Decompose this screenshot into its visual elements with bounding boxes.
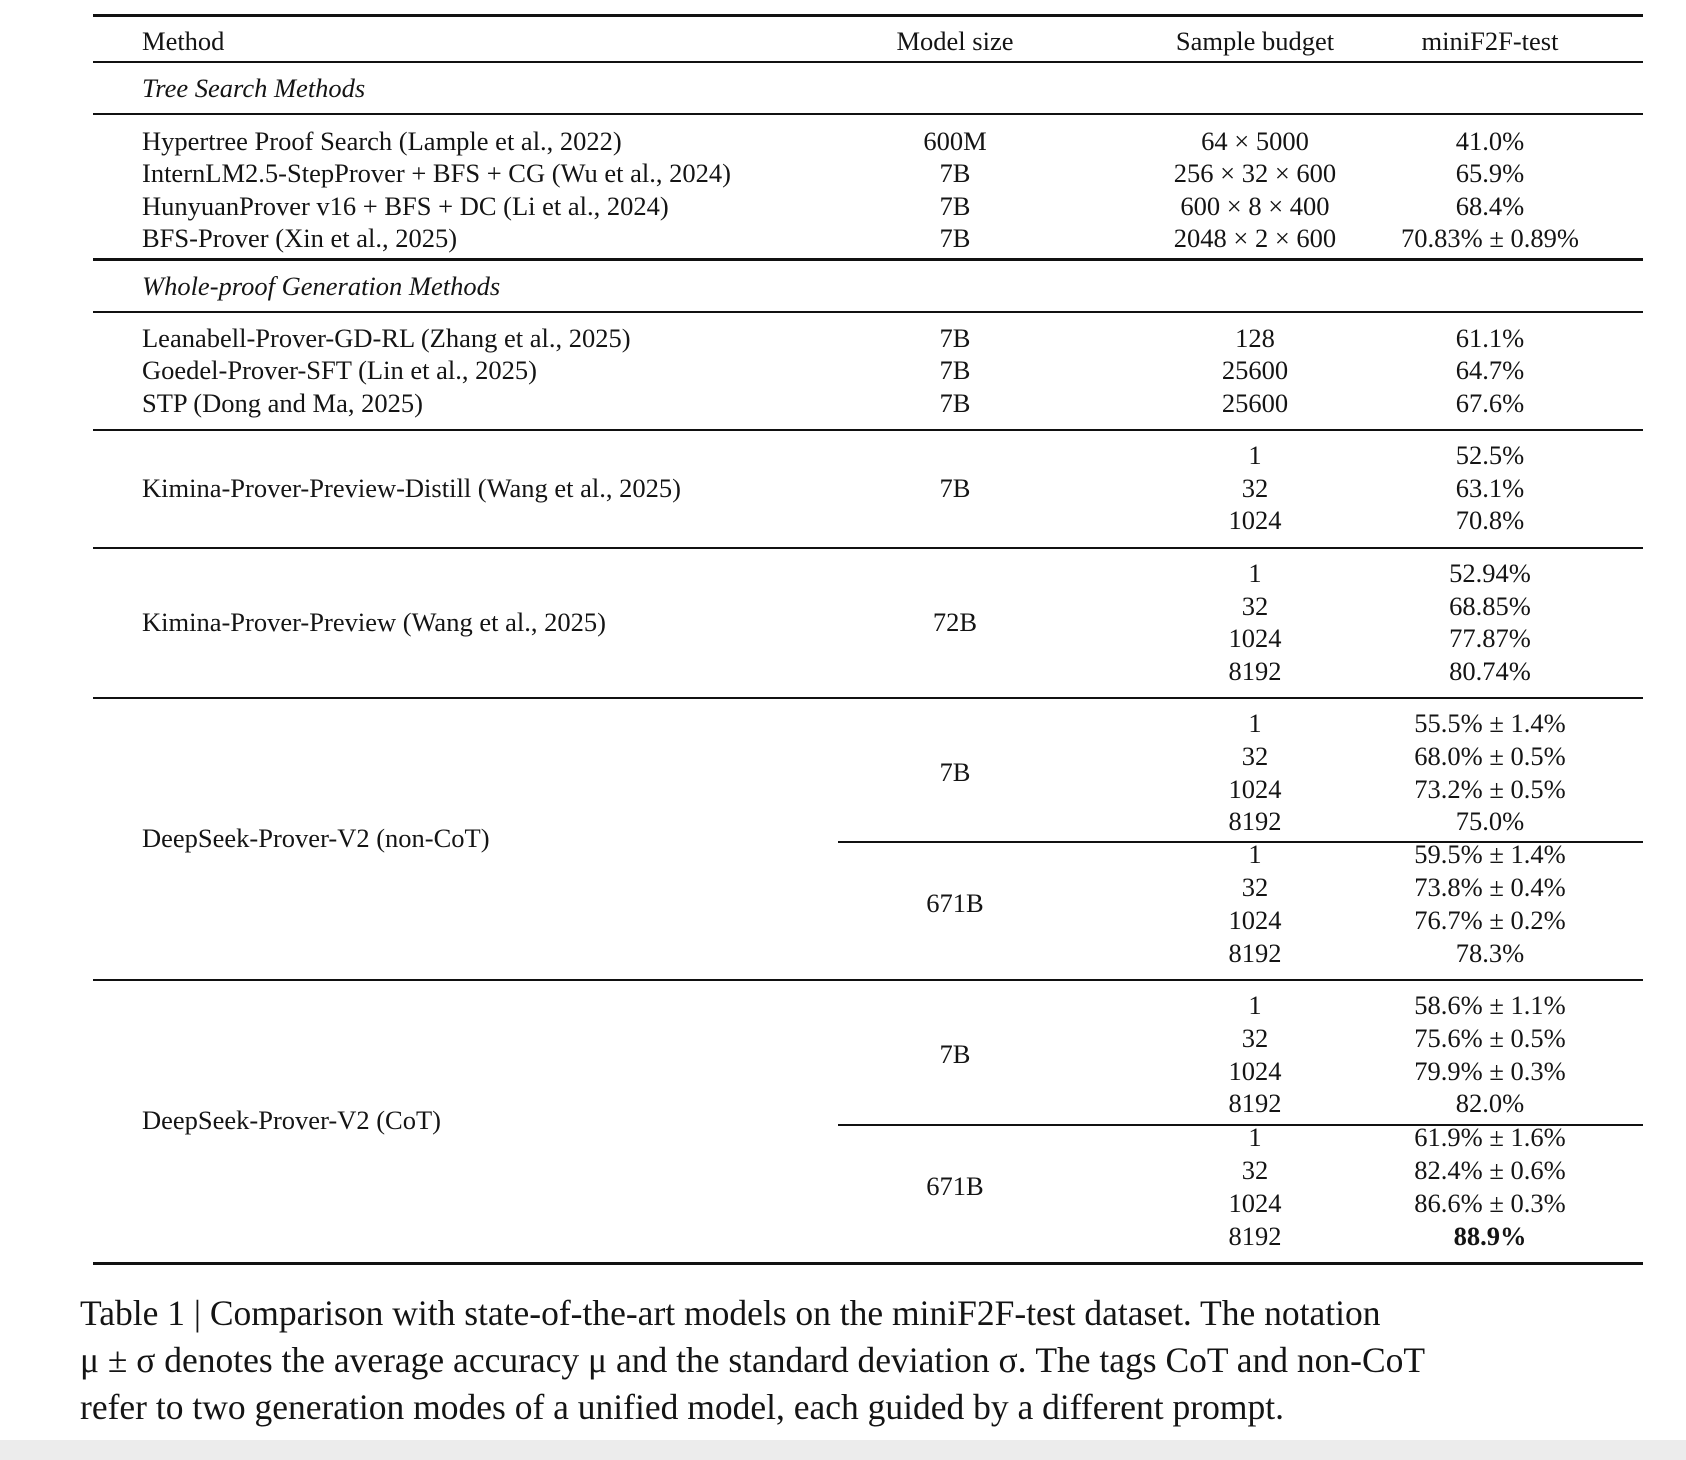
model-size: 7B bbox=[939, 473, 971, 503]
minif2f-score: 70.8% bbox=[1455, 505, 1525, 535]
page-bottom-band bbox=[0, 1440, 1686, 1460]
sample-budget: 32 bbox=[1241, 1155, 1269, 1185]
sample-budget: 25600 bbox=[1221, 355, 1289, 385]
minif2f-score: 61.1% bbox=[1455, 323, 1525, 353]
sample-budget: 8192 bbox=[1228, 656, 1282, 686]
model-size: 671B bbox=[926, 888, 984, 918]
table-top-rule bbox=[93, 14, 1643, 17]
sample-budget: 32 bbox=[1241, 591, 1269, 621]
minif2f-score: 79.9% ± 0.3% bbox=[1414, 1056, 1566, 1086]
sample-budget: 1 bbox=[1248, 558, 1262, 588]
minif2f-score: 73.8% ± 0.4% bbox=[1414, 872, 1566, 902]
method-name: BFS-Prover (Xin et al., 2025) bbox=[142, 223, 458, 253]
sample-budget: 1024 bbox=[1228, 774, 1282, 804]
minif2f-score: 68.4% bbox=[1455, 191, 1525, 221]
sample-budget: 1024 bbox=[1228, 623, 1282, 653]
section-title: Whole-proof Generation Methods bbox=[142, 271, 501, 301]
minif2f-score: 86.6% ± 0.3% bbox=[1414, 1188, 1566, 1218]
column-header-method: Method bbox=[142, 26, 225, 56]
sample-budget: 1 bbox=[1248, 839, 1262, 869]
section-divider-rule bbox=[93, 258, 1643, 261]
minif2f-score: 64.7% bbox=[1455, 355, 1525, 385]
minif2f-score: 59.5% ± 1.4% bbox=[1414, 839, 1566, 869]
sample-budget: 32 bbox=[1241, 473, 1269, 503]
sample-budget: 1024 bbox=[1228, 1056, 1282, 1086]
minif2f-score: 41.0% bbox=[1455, 126, 1525, 156]
model-size: 7B bbox=[939, 191, 971, 221]
minif2f-score: 76.7% ± 0.2% bbox=[1414, 905, 1566, 935]
model-size: 7B bbox=[939, 1039, 971, 1069]
sample-budget: 25600 bbox=[1221, 388, 1289, 418]
minif2f-score: 52.94% bbox=[1449, 558, 1531, 588]
sample-budget: 1 bbox=[1248, 440, 1262, 470]
method-name: Hypertree Proof Search (Lample et al., 2022) bbox=[142, 126, 622, 156]
sample-budget: 8192 bbox=[1228, 806, 1282, 836]
best-minif2f-score: 88.9% bbox=[1453, 1221, 1527, 1251]
sample-budget: 1024 bbox=[1228, 505, 1282, 535]
minif2f-score: 75.0% bbox=[1455, 806, 1525, 836]
model-size: 7B bbox=[939, 355, 971, 385]
column-header-model-size: Model size bbox=[896, 26, 1014, 56]
minif2f-score: 70.83% ± 0.89% bbox=[1401, 223, 1579, 253]
minif2f-score: 68.85% bbox=[1449, 591, 1531, 621]
minif2f-score: 82.0% bbox=[1455, 1088, 1525, 1118]
minif2f-score: 77.87% bbox=[1449, 623, 1531, 653]
model-size: 600M bbox=[923, 126, 987, 156]
minif2f-score: 58.6% ± 1.1% bbox=[1414, 990, 1566, 1020]
minif2f-score: 80.74% bbox=[1449, 656, 1531, 686]
sample-budget: 8192 bbox=[1228, 1221, 1282, 1251]
minif2f-score: 75.6% ± 0.5% bbox=[1414, 1023, 1566, 1053]
minif2f-score: 78.3% bbox=[1455, 938, 1525, 968]
header-rule bbox=[93, 61, 1643, 63]
sample-budget: 1 bbox=[1248, 990, 1262, 1020]
model-size: 671B bbox=[926, 1171, 984, 1201]
model-size: 7B bbox=[939, 158, 971, 188]
sample-budget: 64 × 5000 bbox=[1201, 126, 1309, 156]
sample-budget: 1024 bbox=[1228, 905, 1282, 935]
sample-budget: 600 × 8 × 400 bbox=[1180, 191, 1330, 221]
method-name: InternLM2.5-StepProver + BFS + CG (Wu et al., 2024) bbox=[142, 158, 731, 188]
model-size: 7B bbox=[939, 223, 971, 253]
column-header-sample-budget: Sample budget bbox=[1175, 26, 1335, 56]
group-rule bbox=[93, 979, 1643, 981]
sample-budget: 32 bbox=[1241, 1023, 1269, 1053]
sample-budget: 256 × 32 × 600 bbox=[1173, 158, 1337, 188]
section-title: Tree Search Methods bbox=[142, 73, 366, 103]
caption-line: Table 1 | Comparison with state-of-the-art models on the miniF2F-test dataset. The notation bbox=[80, 1293, 1381, 1333]
minif2f-score: 63.1% bbox=[1455, 473, 1525, 503]
minif2f-score: 73.2% ± 0.5% bbox=[1414, 774, 1566, 804]
caption-line: μ ± σ denotes the average accuracy μ and the standard deviation σ. The tags CoT and non-CoT bbox=[80, 1340, 1426, 1380]
method-name: DeepSeek-Prover-V2 (CoT) bbox=[142, 1105, 441, 1135]
method-name: Goedel-Prover-SFT (Lin et al., 2025) bbox=[142, 355, 537, 385]
sample-budget: 8192 bbox=[1228, 1088, 1282, 1118]
model-size: 7B bbox=[939, 757, 971, 787]
sample-budget: 1 bbox=[1248, 1122, 1262, 1152]
minif2f-score: 68.0% ± 0.5% bbox=[1414, 741, 1566, 771]
sample-budget: 1 bbox=[1248, 708, 1262, 738]
table-caption bbox=[80, 1290, 1670, 1431]
section-rule bbox=[93, 113, 1643, 115]
minif2f-score: 52.5% bbox=[1455, 440, 1525, 470]
column-header-minif2f-test: miniF2F-test bbox=[1421, 26, 1559, 56]
minif2f-score: 67.6% bbox=[1455, 388, 1525, 418]
caption-line: refer to two generation modes of a unified model, each guided by a different prompt. bbox=[80, 1387, 1284, 1427]
minif2f-score: 65.9% bbox=[1455, 158, 1525, 188]
method-name: HunyuanProver v16 + BFS + DC (Li et al., 2024) bbox=[142, 191, 669, 221]
model-size: 7B bbox=[939, 323, 971, 353]
sample-budget: 128 bbox=[1235, 323, 1275, 353]
sample-budget: 32 bbox=[1241, 872, 1269, 902]
group-rule bbox=[93, 547, 1643, 549]
method-name: STP (Dong and Ma, 2025) bbox=[142, 388, 423, 418]
minif2f-score: 55.5% ± 1.4% bbox=[1414, 708, 1566, 738]
method-name: Leanabell-Prover-GD-RL (Zhang et al., 2025) bbox=[142, 323, 631, 353]
minif2f-score: 82.4% ± 0.6% bbox=[1414, 1155, 1566, 1185]
model-size: 7B bbox=[939, 388, 971, 418]
group-rule bbox=[93, 429, 1643, 431]
group-rule bbox=[93, 697, 1643, 699]
section-rule bbox=[93, 311, 1643, 313]
sample-budget: 1024 bbox=[1228, 1188, 1282, 1218]
minif2f-score: 61.9% ± 1.6% bbox=[1414, 1122, 1566, 1152]
model-size: 72B bbox=[932, 607, 978, 637]
sample-budget: 32 bbox=[1241, 741, 1269, 771]
sample-budget: 8192 bbox=[1228, 938, 1282, 968]
sample-budget: 2048 × 2 × 600 bbox=[1173, 223, 1337, 253]
method-name: Kimina-Prover-Preview-Distill (Wang et al., 2025) bbox=[142, 473, 681, 503]
method-name: DeepSeek-Prover-V2 (non-CoT) bbox=[142, 823, 490, 853]
table-bottom-rule bbox=[93, 1262, 1643, 1265]
method-name: Kimina-Prover-Preview (Wang et al., 2025) bbox=[142, 607, 606, 637]
